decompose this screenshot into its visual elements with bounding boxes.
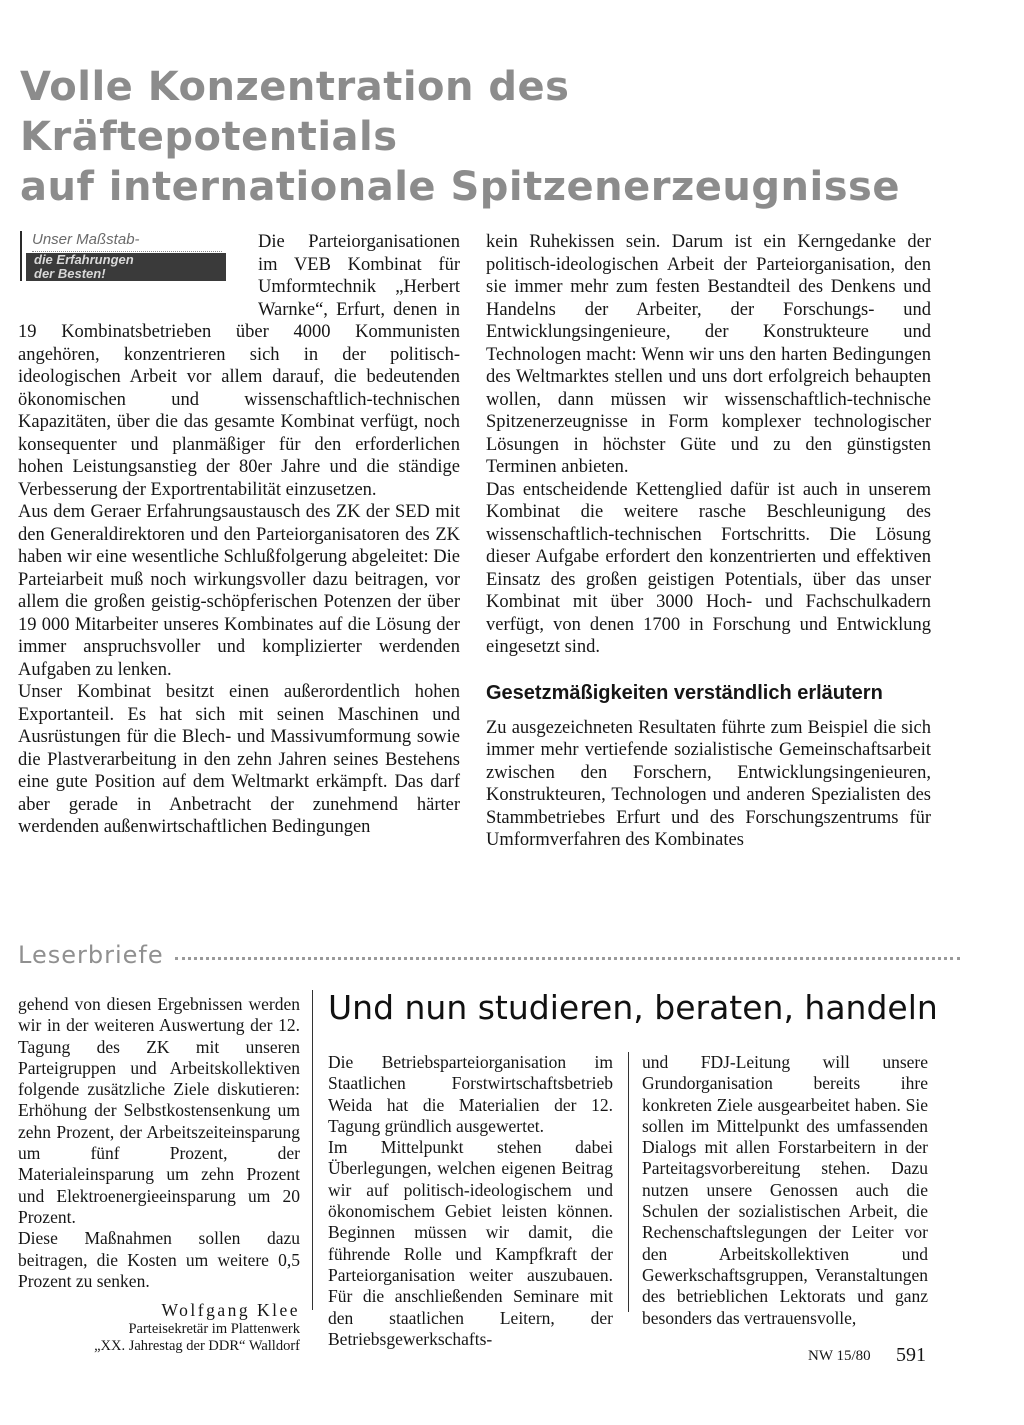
- letter-2-headline: Und nun studieren, beraten, handeln: [328, 988, 938, 1027]
- paragraph: gehend von diesen Ergebnissen werden wir in der weiteren Auswertung der 12. Tagung des ZK mit unseren Parteigruppen und Arbeitskollektiven folgende zusätzliche Ziele diskutieren: Erhöhung der Selbstkostensenkung um zehn Prozent, der Arbeitszeiteinsparung um fünf Prozent, der Materialeinsparung um zehn Prozent und Elektroenergieeinsparung um 20 Prozent.: [18, 994, 300, 1227]
- letter-1-column: [18, 994, 300, 1355]
- article-title: [20, 62, 900, 212]
- paragraph: Die Parteiorganisationen im VEB Kombinat für Umformtechnik „Herbert Warnke“, Erfurt, denen in 19 Kombinatsbetrieben über 4000 Kommunisten angehören, konzentrieren sich in der politisch-ideologischen Arbeit vor allem darauf, die bedeutenden ökonomischen und wissenschaftlich-technischen Kapazitäten, über die das gesamte Kombinat verfügt, noch konsequenter und planmäßiger für den erforderlichen hohen Leistungsanstieg der 80er Jahre und die ständige Verbesserung der Exportrentabilität einzusetzen.: [18, 232, 460, 500]
- letter-author-role: [18, 1321, 300, 1355]
- letter-2-column-b: [642, 1052, 928, 1329]
- page-number: 591: [896, 1344, 926, 1366]
- author-role-line-1: Parteisekretär im Plattenwerk: [128, 1321, 300, 1338]
- article-subheading: Gesetzmäßigkeiten verständlich erläutern: [486, 681, 883, 704]
- paragraph: kein Ruhekissen sein. Darum ist ein Kerngedanke der politisch-ideologischen Arbeit der Parteiorganisation, den sie immer mehr zum festen Bestandteil des Denkens und Handelns der Arbeiter, der Forschungs- und Entwicklungsingenieure, der Konstrukteure und Technologen macht: Wenn wir uns den harten Bedingungen des Weltmarktes stellen und uns dort erfolgreich behaupten wollen, dann müssen wir wissenschaftlich-technische Spitzenerzeugnisse in Form komplexer technologischer Lösungen in höchster Güte und zu den günstigsten Terminen anbieten.: [486, 232, 931, 477]
- article-title-line-1: Volle Konzentration des Kräftepotentials: [20, 64, 570, 160]
- letter-2-column-a: [328, 1052, 613, 1350]
- paragraph: Aus dem Geraer Erfahrungsaustausch des ZK der SED mit den Generaldirektoren und den Parteiorganisatoren des ZK haben wir eine wesentliche Schlußfolgerung abgeleitet: Die Parteiarbeit muß noch wirkungsvoller dazu beitragen, vor allem die großen geistig-schöpferischen Potenzen der über 19 000 Mitarbeiter unseres Kombinates auf die Lösung der immer anspruchsvoller und komplizierter werdenden Aufgaben zu lenken.: [18, 502, 460, 680]
- motto-banner-line-2: der Besten!: [34, 266, 106, 281]
- paragraph: Das entscheidende Kettenglied dafür ist auch in unserem Kombinat die weitere rasche Beschleunigung des wissenschaftlich-technischen Fortschritts. Die Lösung dieser Aufgabe erfordert den konzentrierten und effektiven Einsatz des großen geistigen Potentials, über das unser Kombinat mit über 3000 Hoch- und Fachschulkadern verfügt, von denen 1700 in Forschung und Entwicklung eingesetzt sind.: [486, 479, 931, 657]
- article-title-line-2: auf internationale Spitzenerzeugnisse: [20, 164, 900, 210]
- column-divider: [312, 990, 313, 1310]
- author-role-line-2: „XX. Jahrestag der DDR“ Walldorf: [94, 1338, 300, 1355]
- letter-author-name: Wolfgang Klee: [161, 1300, 300, 1321]
- paragraph: Zu ausgezeichneten Resultaten führte zum Beispiel die sich immer mehr vertiefende sozialistische Gemeinschaftsarbeit zwischen den Forschern, Entwicklungsingenieuren, Konstrukteuren, Technologen und anderen Spezialisten des Stammbetriebes Erfurt und des Forschungszentrums für Umformverfahren des Kombinates: [486, 717, 931, 850]
- article-column-2: [486, 231, 931, 852]
- article-column-1: [18, 231, 460, 839]
- paragraph: Diese Maßnahmen sollen dazu beitragen, die Kosten um weitere 0,5 Prozent zu senken.: [18, 1228, 300, 1291]
- paragraph: Unser Kombinat besitzt einen außerordentlich hohen Exportanteil. Es hat sich mit seinen Maschinen und Ausrüstungen für die Blech- und Massivumformung sowie die Plastverarbeitung in den zehn Jahren seines Bestehens eine gute Position auf dem Weltmarkt erkämpft. Das darf aber gerade in Anbetracht der zunehmend härter werdenden außenwirtschaftlichen Bedingungen: [18, 682, 460, 837]
- section-divider: [175, 957, 960, 960]
- column-divider: [628, 1052, 629, 1312]
- issue-code: NW 15/80: [808, 1348, 871, 1364]
- motto-top-text: Unser Maßstab-: [32, 231, 222, 252]
- motto-banner-line-1: die Erfahrungen: [34, 252, 134, 267]
- paragraph: Im Mittelpunkt stehen dabei Überlegungen, welchen eigenen Beitrag wir auf politisch-ideologischem und ökonomischem Gebiet leisten können. Beginnen müssen wir damit, die führende Rolle und Kampfkraft der Parteiorganisation weiter auszubauen. Für die anschließenden Seminare mit den staatlichen Leitern, der Betriebsgewerkschafts-: [328, 1137, 613, 1349]
- paragraph: und FDJ-Leitung will unsere Grundorganisation bereits ihre konkreten Ziele ausgearbeitet haben. Sie sollen im Mittelpunkt des umfassenden Dialogs mit allen Forstarbeitern in der Parteitagsvorbereitung stehen. Dazu nutzen unsere Genossen auch die Schulen der sozialistischen Arbeit, die Rechenschaftslegungen der Leiter vor den Arbeitskollektiven und Gewerkschaftsgruppen, Veranstaltungen des betrieblichen Lektorats und ganz besonders das vertrauensvolle,: [642, 1052, 928, 1328]
- section-label-leserbriefe: Leserbriefe: [18, 941, 164, 969]
- paragraph: Die Betriebsparteiorganisation im Staatlichen Forstwirtschaftsbetrieb Weida hat die Materialien der 12. Tagung gründlich ausgewertet.: [328, 1052, 613, 1136]
